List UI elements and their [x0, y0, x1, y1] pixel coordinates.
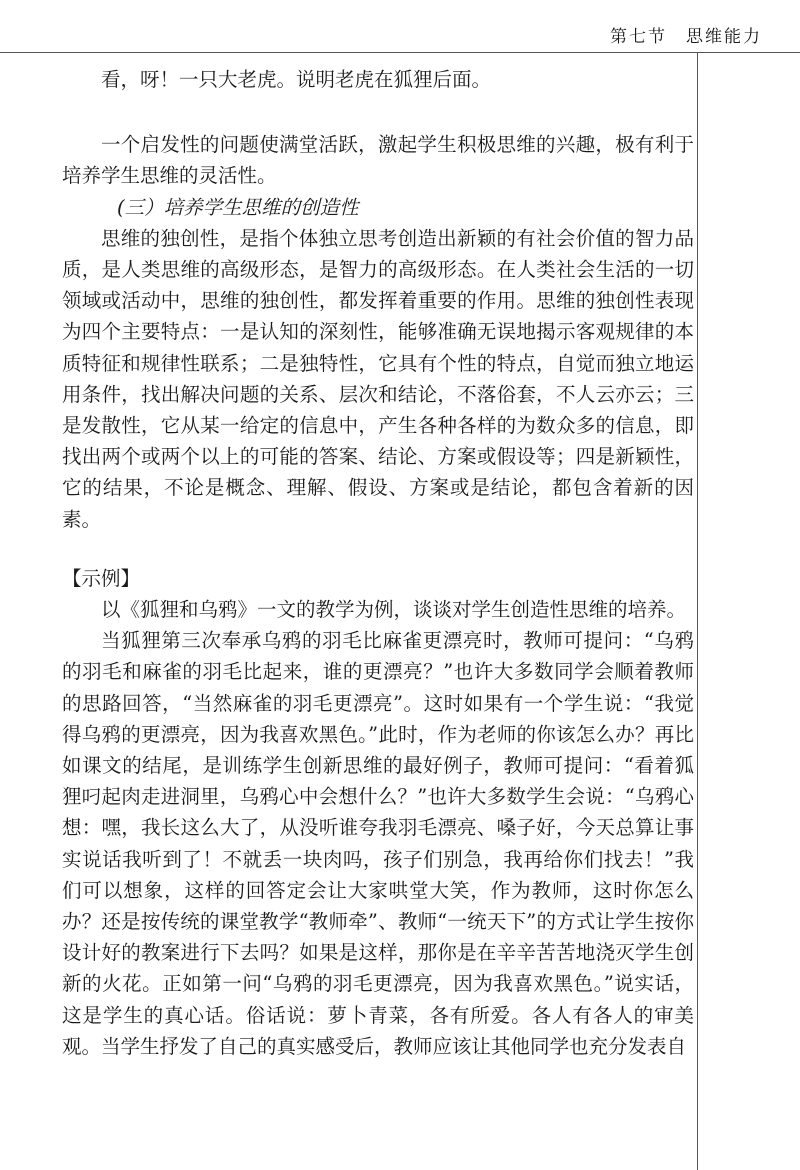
paragraph-example-intro: 以《狐狸和乌鸦》一文的教学为例，谈谈对学生创造性思维的培养。 — [101, 598, 687, 622]
example-label: 【示例】 — [62, 566, 141, 590]
margin-divider — [697, 52, 698, 1170]
chapter-title: 第七节 思维能力 — [610, 27, 762, 47]
page-body — [62, 64, 694, 1062]
paragraph-continuation: 看，呀！一只大老虎。说明老虎在狐狸后面。 — [101, 68, 492, 91]
section-heading: (三）培养学生思维的创造性 — [117, 195, 359, 219]
paragraph-example-body: 当狐狸第三次奉承乌鸦的羽毛比麻雀更漂亮时，教师可提问：“乌鸦的羽毛和麻雀的羽毛比起来，谁的更漂亮？”也许大多数同学会顺着教师的思路回答，“当然麻雀的羽毛更漂亮”。这时如果有一个学生说：“我觉得乌鸦的更漂亮，因为我喜欢黑色。”此时，作为老师的你该怎么办？再比如课文的结尾，是训练学生创新思维的最好例子，教师可提问：“看着狐狸叼起肉走进洞里，乌鸦心中会想什么？”也许大多数学生会说：“乌鸦心想：嘿，我长这么大了，从没听谁夸我羽毛漂亮、嗓子好，今天总算让事实说话我听到了！不就丢一块肉吗，孩子们别急，我再给你们找去！”我们可以想象，这样的回答定会让大家哄堂大笑，作为教师，这时你怎么办？还是按传统的课堂教学“教师牵”、教师“一统天下”的方式让学生按你设计好的教案进行下去吗？如果是这样，那你是在辛辛苦苦地浇灭学生创新的火花。正如第一问“乌鸦的羽毛更漂亮，因为我喜欢黑色。”说实话，这是学生的真心话。俗话说：萝卜青菜，各有所爱。各人有各人的审美观。当学生抒发了自己的真实感受后，教师应该让其他同学也充分发表自 — [62, 629, 694, 1058]
paragraph-creativity: 思维的独创性，是指个体独立思考创造出新颖的有社会价值的智力品质，是人类思维的高级形态，是智力的高级形态。在人类社会生活的一切领域或活动中，思维的独创性，都发挥着重要的作用。思维的独创性表现为四个主要特点：一是认知的深刻性，能够准确无误地揭示客观规律的本质特征和规律性联系；二是独特性，它具有个性的特点，自觉而独立地运用条件，找出解决问题的关系、层次和结论，不落俗套，不人云亦云；三是发散性，它从某一给定的信息中，产生各种各样的为数众多的信息，即找出两个或两个以上的可能的答案、结论、方案或假设等；四是新颖性，它的结果，不论是概念、理解、假设、方案或是结论，都包含着新的因素。 — [62, 226, 694, 531]
header-divider — [0, 52, 800, 53]
paragraph-summary: 一个启发性的问题使满堂活跃，激起学生积极思维的兴趣，极有利于培养学生思维的灵活性。 — [62, 133, 694, 188]
